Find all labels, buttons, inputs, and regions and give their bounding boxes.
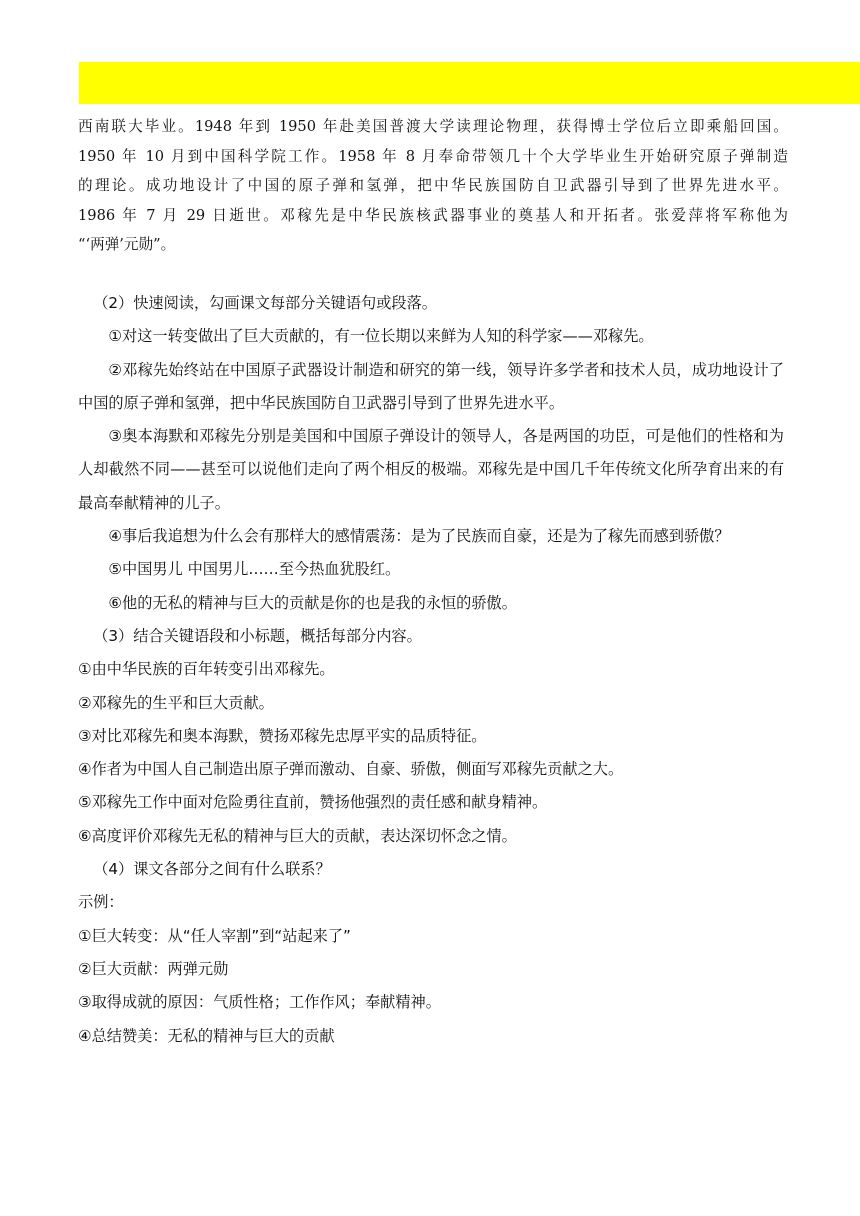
- biography-paragraph: [78, 112, 788, 260]
- question-3-heading: （3）结合关键语段和小标题，概括每部分内容。: [93, 626, 422, 645]
- question-2-item: ①对这一转变做出了巨大贡献的，有一位长期以来鲜为人知的科学家——邓稼先。: [108, 327, 654, 346]
- question-3-item: ①由中华民族的百年转变引出邓稼先。: [78, 660, 335, 679]
- question-4-item: ④总结赞美：无私的精神与巨大的贡献: [78, 1026, 335, 1045]
- question-2-item: ③奥本海默和邓稼先分别是美国和中国原子弹设计的领导人，各是两国的功臣，可是他们的性格和为人却截然不同——甚至可以说他们走向了两个相反的极端。邓稼先是中国几千年传统文化所孕育出来的有最高奉献精神的儿子。: [78, 427, 784, 512]
- lesson-content: [78, 287, 784, 1053]
- question-3-item: ③对比邓稼先和奥本海默，赞扬邓稼先忠厚平实的品质特征。: [78, 726, 487, 745]
- question-2-item: ②邓稼先始终站在中国原子武器设计制造和研究的第一线，领导许多学者和技术人员，成功地设计了中国的原子弹和氢弹，把中华民族国防自卫武器引导到了世界先进水平。: [78, 360, 784, 412]
- question-2-item: ⑤中国男儿 中国男儿……至今热血犹股红。: [108, 560, 401, 579]
- question-3-item: ⑤邓稼先工作中面对危险勇往直前，赞扬他强烈的责任感和献身精神。: [78, 793, 548, 812]
- question-2-heading: （2）快速阅读，勾画课文每部分关键语句或段落。: [93, 294, 437, 312]
- question-4-heading: （4）课文各部分之间有什么联系？: [93, 860, 331, 879]
- question-3-item: ④作者为中国人自己制造出原子弹而激动、自豪、骄傲，侧面写邓稼先贡献之大。: [78, 760, 624, 779]
- question-4-example-label: 示例：: [78, 893, 124, 912]
- question-4-item: ②巨大贡献：两弹元勋: [78, 959, 229, 978]
- question-2-item: ④事后我追想为什么会有那样大的感情震荡：是为了民族而自豪，还是为了稼先而感到骄傲？: [108, 527, 730, 546]
- question-4-item: ①巨大转变：从“任人宰割”到“站起来了”: [78, 926, 351, 945]
- bio-line: “‘两弹’元勋”。: [78, 236, 176, 253]
- question-3-item: ②邓稼先的生平和巨大贡献。: [78, 693, 274, 712]
- bio-line: 的理论。成功地设计了中国的原子弹和氢弹，把中华民族国防自卫武器引导到了世界先进水平。: [78, 177, 788, 194]
- highlight-banner: [79, 62, 860, 104]
- bio-line: 1950 年 10 月到中国科学院工作。1958 年 8 月奉命带领几十个大学毕业生开始研究原子弹制造: [78, 147, 788, 165]
- bio-line: 1986 年 7 月 29 日逝世。邓稼先是中华民族核武器事业的奠基人和开拓者。张爱萍将军称他为: [78, 206, 788, 224]
- question-3-item: ⑥高度评价邓稼先无私的精神与巨大的贡献，表达深切怀念之情。: [78, 826, 517, 845]
- bio-line: 西南联大毕业。1948 年到 1950 年赴美国普渡大学读理论物理，获得博士学位后立即乘船回国。: [78, 118, 788, 135]
- question-4-item: ③取得成就的原因：气质性格；工作作风；奉献精神。: [78, 993, 441, 1012]
- question-2-item: ⑥他的无私的精神与巨大的贡献是你的也是我的永恒的骄傲。: [108, 593, 517, 612]
